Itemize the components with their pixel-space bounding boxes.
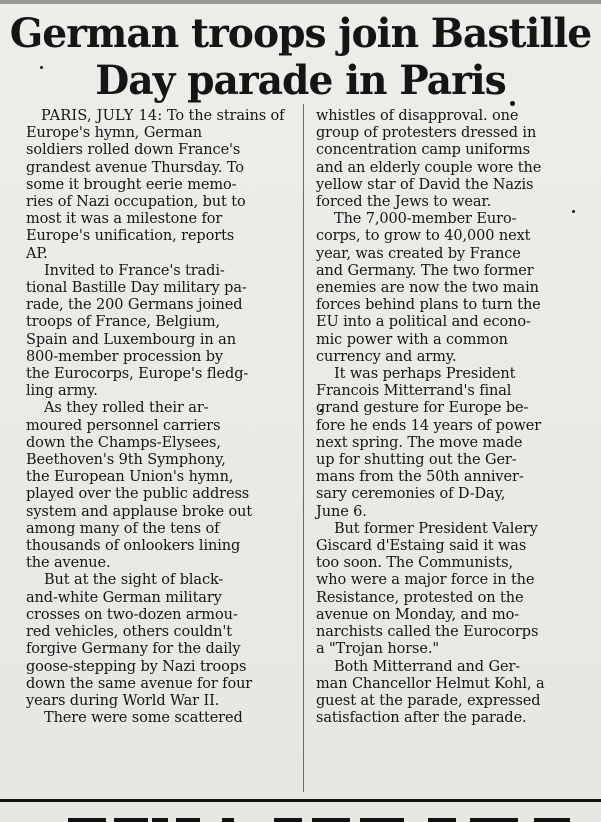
body-paragraph: As they rolled their ar- moured personnel carriers down the Champs-Elysees, Beethoven's 9th Symphony, the European Union's hymn, played over the public address system and applause broke out among many of the tens of thousands of onlookers lining the avenue. — [26, 400, 253, 572]
column-divider — [303, 104, 304, 792]
body-paragraph: But former President Valery Giscard d'Estaing said it was too soon. The Communists, who were a major force in the Resistance, protested on the avenue on Monday, and mo- narchists called the Eurocorps a "Trojan horse." — [316, 520, 539, 658]
headline-line-1: German troops join Bastille — [9, 10, 592, 57]
print-speck — [40, 66, 43, 69]
next-headline-cutoff — [60, 806, 580, 822]
dateline: PARIS, JULY 14: — [41, 108, 163, 124]
body-paragraph: It was perhaps President Francois Mitterrand's final grand gesture for Europe be- fore he ends 14 years of power next spring. The move made up for shutting out the Ger- mans from the 50th anniver- sary ceremonies of D-Day, June 6. — [316, 366, 542, 520]
left-column — [26, 108, 292, 727]
body-paragraph: But at the sight of black- and-white German military crosses on two-dozen armou- red vehicles, others couldn't forgive Germany for the daily goose-stepping by Nazi troops down the same avenue for four years during World War II. — [26, 572, 253, 709]
headline-line-2: Day parade in Paris — [95, 57, 506, 104]
body-paragraph: Invited to France's tradi- tional Bastille Day military pa- rade, the 200 Germans joined troops of France, Belgium, Spain and Luxembourg in an 800-member procession by the Eurocorps, Europe's fledg- ling army. — [26, 262, 249, 400]
cut-off-headline-shape — [60, 810, 580, 822]
lead-text: To the strains of Europe's hymn, German soldiers rolled down France's grandest avenue Thursday. To some it brought eerie memo- ries of Nazi occupation, but to most it was a milestone for Europe's unification, reports AP. — [26, 108, 285, 262]
body-paragraph: Both Mitterrand and Ger- man Chancellor Helmut Kohl, a guest at the parade, expressed satisfaction after the parade. — [316, 658, 545, 727]
top-edge-strip — [0, 0, 601, 4]
headline — [0, 10, 601, 104]
body-paragraph: There were some scattered — [44, 710, 243, 727]
print-speck — [510, 101, 515, 106]
body-paragraph: The 7,000-member Euro- corps, to grow to 40,000 next year, was created by France and Germany. The two former enemies are now the two main forces behind plans to turn the EU into a political and econo- mic power with a common currency and army. — [316, 211, 541, 365]
lead-paragraph — [26, 108, 292, 263]
body-paragraph: whistles of disapproval. one group of protesters dressed in concentration camp uniforms and an elderly couple wore the yellow star of David the Nazis forced the Jews to wear. — [316, 108, 542, 211]
right-column — [316, 108, 581, 727]
section-rule — [0, 799, 601, 802]
